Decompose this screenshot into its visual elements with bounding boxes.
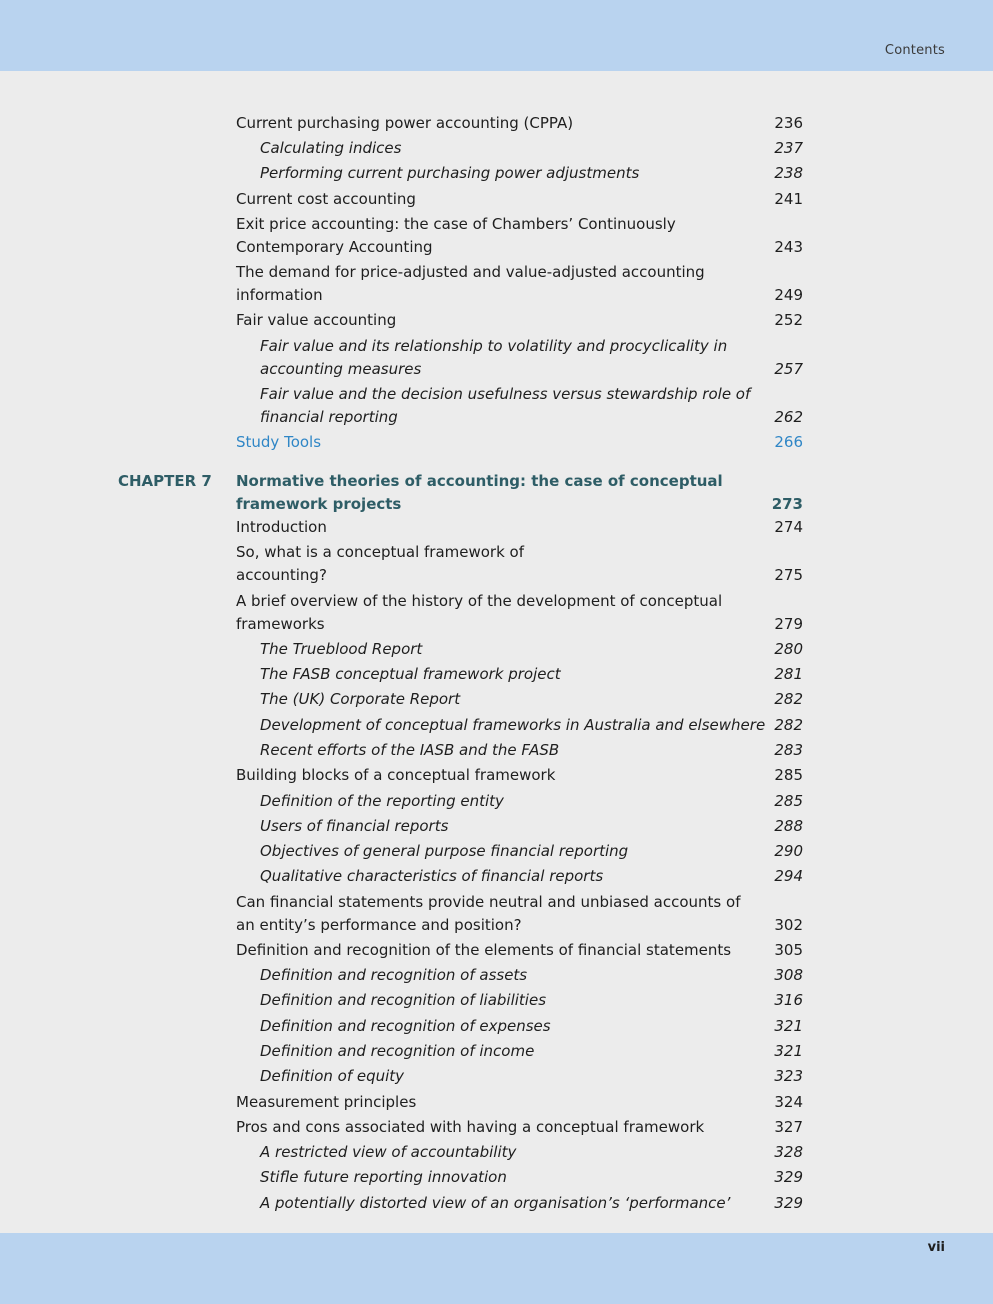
toc-entry[interactable] — [236, 309, 803, 332]
toc-subentry[interactable] — [236, 815, 803, 838]
toc-subentry[interactable] — [236, 964, 803, 987]
header-band — [0, 0, 993, 71]
toc-entry-title: A brief overview of the history of the development of conceptual frameworks — [236, 592, 723, 633]
toc-entry-title: Definition and recognition of the elements of financial statements — [236, 941, 732, 959]
toc-entry[interactable] — [236, 939, 803, 962]
toc-entry[interactable] — [236, 1116, 803, 1139]
toc-entry-page: 249 — [774, 286, 803, 304]
toc-entry-title: Qualitative characteristics of financial reports — [260, 867, 604, 885]
toc-entry-title: So, what is a conceptual framework of accounting? — [236, 543, 525, 584]
chapter-title-entry[interactable] — [236, 470, 803, 516]
toc-entry-title: Building blocks of a conceptual framework — [236, 766, 556, 784]
toc-entry-page: 329 — [774, 1168, 803, 1186]
toc-entry-page: 243 — [774, 238, 803, 256]
toc-subentry[interactable] — [236, 335, 803, 381]
toc-entry-title: Can financial statements provide neutral and unbiased accounts of an entity’s performance and position? — [236, 893, 741, 934]
toc-entry[interactable] — [236, 188, 803, 211]
toc-entry-page: 324 — [774, 1093, 803, 1111]
toc-entry[interactable] — [236, 590, 803, 636]
toc-entry-title: The Trueblood Report — [260, 640, 423, 658]
toc-entry[interactable] — [236, 516, 803, 539]
toc-entry-title: The demand for price-adjusted and value-adjusted accounting information — [236, 263, 705, 304]
toc-subentry[interactable] — [236, 739, 803, 762]
toc-entry[interactable] — [236, 764, 803, 787]
toc-subentry[interactable] — [236, 1015, 803, 1038]
toc-entry[interactable] — [236, 213, 803, 259]
toc-entry-page: 282 — [774, 716, 803, 734]
footer-band — [0, 1233, 993, 1304]
toc-entry-page: 257 — [774, 360, 803, 378]
toc-entry-title: The (UK) Corporate Report — [260, 690, 461, 708]
toc-entry-title: Pros and cons associated with having a conceptual framework — [236, 1118, 705, 1136]
toc-entry-page: 283 — [774, 741, 803, 759]
toc-entry-page: 237 — [774, 139, 803, 157]
toc-subentry[interactable] — [236, 137, 803, 160]
toc-entry-title: Introduction — [236, 518, 327, 536]
toc-entry-title: Objectives of general purpose financial reporting — [260, 842, 629, 860]
toc-entry-page: 290 — [774, 842, 803, 860]
toc-entry-page: 252 — [774, 311, 803, 329]
page-number: vii — [927, 1240, 945, 1255]
toc-entry[interactable] — [236, 541, 803, 587]
toc-entry-title: Users of financial reports — [260, 817, 449, 835]
toc-subentry[interactable] — [236, 840, 803, 863]
toc-entry-title: A potentially distorted view of an organisation’s ‘performance’ — [260, 1194, 731, 1212]
running-head: Contents — [884, 43, 945, 58]
toc-entry-page: 285 — [774, 766, 803, 784]
toc-entry-page: 308 — [774, 966, 803, 984]
toc-entry-page: 294 — [774, 867, 803, 885]
toc-entry-title: Fair value and its relationship to volatility and procyclicality in accounting measures — [260, 337, 728, 378]
toc-entry-title: Definition and recognition of liabilities — [260, 991, 547, 1009]
chapter-page: 273 — [771, 495, 803, 513]
toc-subentry[interactable] — [236, 714, 803, 737]
toc-entry[interactable] — [236, 261, 803, 307]
toc-entry-title: Definition of equity — [260, 1067, 405, 1085]
toc-subentry[interactable] — [236, 790, 803, 813]
toc-entry-title: Current purchasing power accounting (CPPA) — [236, 114, 574, 132]
toc-entry-title: Development of conceptual frameworks in Australia and elsewhere — [260, 716, 766, 734]
toc-entry-title: Calculating indices — [260, 139, 402, 157]
toc-subentry[interactable] — [236, 162, 803, 185]
toc-subentry[interactable] — [236, 989, 803, 1012]
toc-subentry[interactable] — [236, 1065, 803, 1088]
toc-entry[interactable] — [236, 1091, 803, 1114]
toc-subentry[interactable] — [236, 638, 803, 661]
toc-entry-title: Recent efforts of the IASB and the FASB — [260, 741, 560, 759]
toc-entry-page: 288 — [774, 817, 803, 835]
toc-entry-title: Definition of the reporting entity — [260, 792, 504, 810]
toc-entry-title: A restricted view of accountability — [260, 1143, 517, 1161]
toc-subentry[interactable] — [236, 663, 803, 686]
toc-subentry[interactable] — [236, 1141, 803, 1164]
toc-entry-page: 262 — [774, 408, 803, 426]
toc-entry-page: 316 — [774, 991, 803, 1009]
toc-entry-title: Study Tools — [236, 433, 322, 451]
toc-entry-title: Current cost accounting — [236, 190, 416, 208]
toc-entry-page: 329 — [774, 1194, 803, 1212]
toc-entry-page: 321 — [774, 1042, 803, 1060]
toc-entry-page: 279 — [774, 615, 803, 633]
toc-subentry[interactable] — [236, 1166, 803, 1189]
chapter-title: Normative theories of accounting: the case of conceptual framework projects — [236, 472, 723, 513]
toc-entry-title: Stifle future reporting innovation — [260, 1168, 507, 1186]
toc-subentry[interactable] — [236, 1192, 803, 1215]
toc-entry-title: Definition and recognition of expenses — [260, 1017, 551, 1035]
toc-entry-page: 323 — [774, 1067, 803, 1085]
toc-subentry[interactable] — [236, 1040, 803, 1063]
study-tools-link[interactable] — [236, 431, 803, 454]
toc-entry-title: Definition and recognition of income — [260, 1042, 535, 1060]
toc-entry-page: 328 — [774, 1143, 803, 1161]
toc-entry[interactable] — [236, 112, 803, 135]
toc-entry-title: Exit price accounting: the case of Chambers’ Continuously Contemporary Accounting — [236, 215, 676, 256]
toc-entry-page: 266 — [774, 433, 803, 451]
toc-entry-page: 302 — [774, 916, 803, 934]
toc-entry-title: Definition and recognition of assets — [260, 966, 528, 984]
toc-entry-page: 327 — [774, 1118, 803, 1136]
toc-entry-page: 236 — [774, 114, 803, 132]
toc-entry-page: 238 — [774, 164, 803, 182]
toc-entry-title: Measurement principles — [236, 1093, 417, 1111]
toc-entry-title: The FASB conceptual framework project — [260, 665, 561, 683]
toc-entry-page: 305 — [774, 941, 803, 959]
chapter-label: CHAPTER 7 — [118, 472, 212, 490]
toc-entry-page: 281 — [774, 665, 803, 683]
toc-entry-page: 274 — [774, 518, 803, 536]
toc-entry-page: 241 — [774, 190, 803, 208]
toc-subentry[interactable] — [236, 383, 803, 429]
toc-entry-title: Fair value and the decision usefulness versus stewardship role of financial reporting — [260, 385, 751, 426]
toc-entry-title: Performing current purchasing power adjustments — [260, 164, 640, 182]
toc-subentry[interactable] — [236, 865, 803, 888]
toc-entry-title: Fair value accounting — [236, 311, 397, 329]
toc-entry[interactable] — [236, 891, 803, 937]
toc-entry-page: 280 — [774, 640, 803, 658]
toc-entry-page: 275 — [774, 566, 803, 584]
toc-subentry[interactable] — [236, 688, 803, 711]
toc-entry-page: 282 — [774, 690, 803, 708]
toc-entry-page: 321 — [774, 1017, 803, 1035]
toc-entry-page: 285 — [774, 792, 803, 810]
